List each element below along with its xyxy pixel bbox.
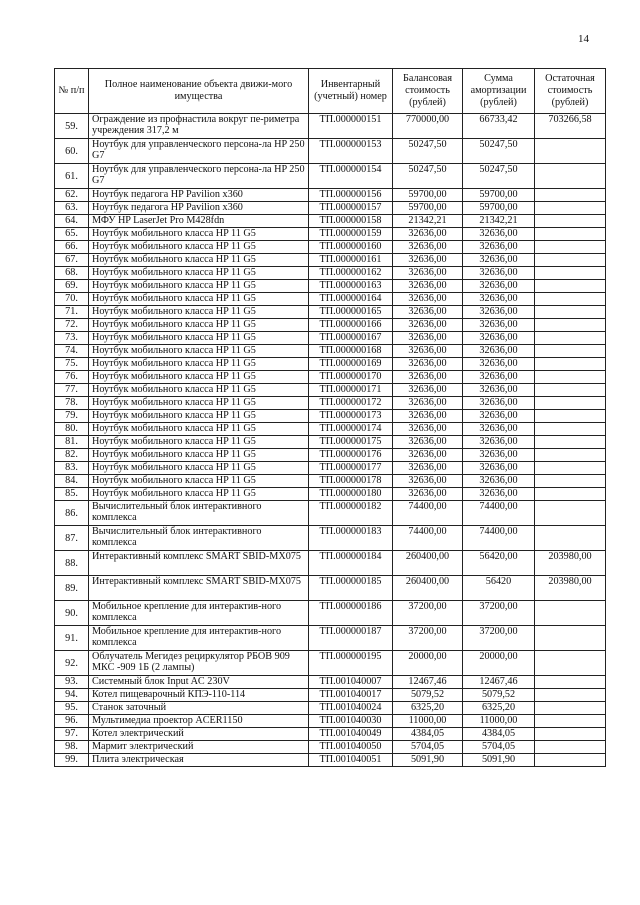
item-name: Мультимедиа проектор ACER1150 (89, 715, 309, 728)
table-row (55, 436, 606, 449)
inventory-number: ТП.000000159 (309, 228, 393, 241)
balance-value: 4384,05 (393, 728, 463, 741)
item-name: Вычислительный блок интерактивного комплекса (89, 501, 309, 526)
amortization-value: 32636,00 (463, 358, 535, 371)
balance-value: 6325,20 (393, 702, 463, 715)
item-name: Мармит электрический (89, 741, 309, 754)
inventory-number: ТП.000000170 (309, 371, 393, 384)
balance-value: 32636,00 (393, 371, 463, 384)
balance-value: 32636,00 (393, 358, 463, 371)
residual-value (535, 410, 606, 423)
item-name: Ноутбук мобильного класса HP 11 G5 (89, 410, 309, 423)
item-name: Ноутбук мобильного класса HP 11 G5 (89, 371, 309, 384)
table-row (55, 702, 606, 715)
row-number: 59. (55, 114, 89, 139)
table-row (55, 449, 606, 462)
balance-value: 32636,00 (393, 384, 463, 397)
amortization-value: 32636,00 (463, 488, 535, 501)
amortization-value: 5079,52 (463, 689, 535, 702)
residual-value (535, 189, 606, 202)
amortization-value: 59700,00 (463, 202, 535, 215)
balance-value: 32636,00 (393, 436, 463, 449)
amortization-value: 74400,00 (463, 501, 535, 526)
amortization-value: 37200,00 (463, 626, 535, 651)
property-table (54, 68, 606, 767)
item-name: Ноутбук мобильного класса HP 11 G5 (89, 306, 309, 319)
row-number: 65. (55, 228, 89, 241)
balance-value: 32636,00 (393, 306, 463, 319)
amortization-value: 32636,00 (463, 306, 535, 319)
row-number: 95. (55, 702, 89, 715)
item-name: Ноутбук мобильного класса HP 11 G5 (89, 254, 309, 267)
residual-value (535, 332, 606, 345)
item-name: Ноутбук педагога HP Pavilion x360 (89, 189, 309, 202)
balance-value: 260400,00 (393, 576, 463, 601)
item-name: Интерактивный комплекс SMART SBID-MX075 (89, 576, 309, 601)
amortization-value: 5091,90 (463, 754, 535, 767)
row-number: 72. (55, 319, 89, 332)
item-name: Ноутбук педагога HP Pavilion x360 (89, 202, 309, 215)
item-name: Ноутбук мобильного класса HP 11 G5 (89, 488, 309, 501)
item-name: Плита электрическая (89, 754, 309, 767)
item-name: МФУ HP LaserJet Pro M428fdn (89, 215, 309, 228)
item-name: Облучатель Мегидез рециркулятор РБОВ 909 МКС -909 1Б (2 лампы) (89, 651, 309, 676)
header-row (55, 69, 606, 114)
amortization-value: 32636,00 (463, 319, 535, 332)
inventory-number: ТП.000000158 (309, 215, 393, 228)
row-number: 96. (55, 715, 89, 728)
row-number: 61. (55, 164, 89, 189)
table-row (55, 475, 606, 488)
residual-value (535, 319, 606, 332)
item-name: Системный блок Input AC 230V (89, 676, 309, 689)
inventory-number: ТП.000000163 (309, 280, 393, 293)
balance-value: 37200,00 (393, 626, 463, 651)
amortization-value: 32636,00 (463, 436, 535, 449)
item-name: Котел электрический (89, 728, 309, 741)
item-name: Ноутбук мобильного класса HP 11 G5 (89, 475, 309, 488)
amortization-value: 6325,20 (463, 702, 535, 715)
table-row (55, 202, 606, 215)
row-number: 69. (55, 280, 89, 293)
residual-value (535, 449, 606, 462)
table-row (55, 462, 606, 475)
table-row (55, 215, 606, 228)
amortization-value: 32636,00 (463, 449, 535, 462)
balance-value: 32636,00 (393, 423, 463, 436)
inventory-number: ТП.000000165 (309, 306, 393, 319)
row-number: 75. (55, 358, 89, 371)
amortization-value: 21342,21 (463, 215, 535, 228)
balance-value: 32636,00 (393, 449, 463, 462)
balance-value: 32636,00 (393, 397, 463, 410)
residual-value (535, 501, 606, 526)
row-number: 79. (55, 410, 89, 423)
table-row (55, 576, 606, 601)
item-name: Ноутбук мобильного класса HP 11 G5 (89, 397, 309, 410)
col-header-name: Полное наименование объекта движи-мого имущества (89, 69, 309, 114)
col-header-inventory: Инвентарный (учетный) номер (309, 69, 393, 114)
item-name: Ноутбук мобильного класса HP 11 G5 (89, 423, 309, 436)
table-row (55, 501, 606, 526)
balance-value: 32636,00 (393, 241, 463, 254)
residual-value (535, 728, 606, 741)
inventory-number: ТП.000000187 (309, 626, 393, 651)
item-name: Станок заточный (89, 702, 309, 715)
table-row (55, 384, 606, 397)
item-name: Ноутбук для управленческого персона-ла HP 250 G7 (89, 164, 309, 189)
table-row (55, 728, 606, 741)
residual-value (535, 215, 606, 228)
inventory-number: ТП.000000176 (309, 449, 393, 462)
row-number: 94. (55, 689, 89, 702)
table-row (55, 358, 606, 371)
balance-value: 74400,00 (393, 501, 463, 526)
inventory-number: ТП.001040030 (309, 715, 393, 728)
amortization-value: 59700,00 (463, 189, 535, 202)
inventory-number: ТП.000000186 (309, 601, 393, 626)
row-number: 81. (55, 436, 89, 449)
residual-value (535, 267, 606, 280)
row-number: 80. (55, 423, 89, 436)
table-row (55, 254, 606, 267)
amortization-value: 32636,00 (463, 475, 535, 488)
table-row (55, 267, 606, 280)
inventory-number: ТП.000000183 (309, 526, 393, 551)
row-number: 97. (55, 728, 89, 741)
table-row (55, 293, 606, 306)
amortization-value: 32636,00 (463, 293, 535, 306)
balance-value: 50247,50 (393, 164, 463, 189)
row-number: 85. (55, 488, 89, 501)
residual-value (535, 488, 606, 501)
table-row (55, 114, 606, 139)
balance-value: 37200,00 (393, 601, 463, 626)
amortization-value: 50247,50 (463, 164, 535, 189)
table-row (55, 601, 606, 626)
table-row (55, 689, 606, 702)
table-row (55, 241, 606, 254)
item-name: Ноутбук мобильного класса HP 11 G5 (89, 241, 309, 254)
item-name: Ноутбук мобильного класса HP 11 G5 (89, 462, 309, 475)
amortization-value: 32636,00 (463, 241, 535, 254)
amortization-value: 56420 (463, 576, 535, 601)
col-header-num: № п/п (55, 69, 89, 114)
item-name: Ноутбук мобильного класса HP 11 G5 (89, 293, 309, 306)
table-row (55, 306, 606, 319)
inventory-number: ТП.001040017 (309, 689, 393, 702)
balance-value: 11000,00 (393, 715, 463, 728)
residual-value (535, 462, 606, 475)
item-name: Ноутбук мобильного класса HP 11 G5 (89, 449, 309, 462)
residual-value (535, 306, 606, 319)
residual-value: 703266,58 (535, 114, 606, 139)
amortization-value: 32636,00 (463, 332, 535, 345)
table-row (55, 551, 606, 576)
amortization-value: 32636,00 (463, 410, 535, 423)
amortization-value: 32636,00 (463, 423, 535, 436)
residual-value (535, 358, 606, 371)
inventory-number: ТП.000000153 (309, 139, 393, 164)
amortization-value: 32636,00 (463, 267, 535, 280)
inventory-number: ТП.000000172 (309, 397, 393, 410)
item-name: Котел пищеварочный КПЭ-110-114 (89, 689, 309, 702)
item-name: Ноутбук для управленческого персона-ла HP 250 G7 (89, 139, 309, 164)
residual-value (535, 626, 606, 651)
row-number: 99. (55, 754, 89, 767)
inventory-number: ТП.000000161 (309, 254, 393, 267)
balance-value: 5704,05 (393, 741, 463, 754)
amortization-value: 32636,00 (463, 280, 535, 293)
item-name: Ноутбук мобильного класса HP 11 G5 (89, 280, 309, 293)
row-number: 90. (55, 601, 89, 626)
inventory-number: ТП.000000154 (309, 164, 393, 189)
item-name: Ноутбук мобильного класса HP 11 G5 (89, 358, 309, 371)
item-name: Мобильное крепление для интерактив-ного комплекса (89, 601, 309, 626)
item-name: Ноутбук мобильного класса HP 11 G5 (89, 319, 309, 332)
table-row (55, 280, 606, 293)
table-row (55, 332, 606, 345)
inventory-number: ТП.000000168 (309, 345, 393, 358)
inventory-number: ТП.000000177 (309, 462, 393, 475)
residual-value (535, 371, 606, 384)
inventory-number: ТП.000000173 (309, 410, 393, 423)
amortization-value: 12467,46 (463, 676, 535, 689)
balance-value: 5079,52 (393, 689, 463, 702)
row-number: 68. (55, 267, 89, 280)
residual-value: 203980,00 (535, 576, 606, 601)
item-name: Интерактивный комплекс SMART SBID-MX075 (89, 551, 309, 576)
table-row (55, 715, 606, 728)
col-header-amortization: Сумма амортизации (рублей) (463, 69, 535, 114)
col-header-balance: Балансовая стоимость (рублей) (393, 69, 463, 114)
row-number: 71. (55, 306, 89, 319)
row-number: 66. (55, 241, 89, 254)
table-row (55, 754, 606, 767)
amortization-value: 66733,42 (463, 114, 535, 139)
inventory-number: ТП.000000180 (309, 488, 393, 501)
balance-value: 74400,00 (393, 526, 463, 551)
inventory-number: ТП.000000156 (309, 189, 393, 202)
inventory-number: ТП.000000185 (309, 576, 393, 601)
page-number: 14 (578, 33, 589, 45)
inventory-number: ТП.000000164 (309, 293, 393, 306)
balance-value: 32636,00 (393, 228, 463, 241)
row-number: 82. (55, 449, 89, 462)
balance-value: 32636,00 (393, 345, 463, 358)
row-number: 78. (55, 397, 89, 410)
row-number: 70. (55, 293, 89, 306)
residual-value (535, 436, 606, 449)
amortization-value: 32636,00 (463, 384, 535, 397)
residual-value (535, 676, 606, 689)
inventory-number: ТП.001040024 (309, 702, 393, 715)
amortization-value: 37200,00 (463, 601, 535, 626)
item-name: Ограждение из профнастила вокруг пе-риметра учреждения 317,2 м (89, 114, 309, 139)
table-row (55, 526, 606, 551)
row-number: 88. (55, 551, 89, 576)
inventory-number: ТП.001040007 (309, 676, 393, 689)
item-name: Вычислительный блок интерактивного комплекса (89, 526, 309, 551)
inventory-number: ТП.000000151 (309, 114, 393, 139)
amortization-value: 32636,00 (463, 254, 535, 267)
inventory-number: ТП.000000175 (309, 436, 393, 449)
residual-value (535, 651, 606, 676)
row-number: 86. (55, 501, 89, 526)
inventory-number: ТП.000000160 (309, 241, 393, 254)
balance-value: 50247,50 (393, 139, 463, 164)
balance-value: 59700,00 (393, 189, 463, 202)
amortization-value: 32636,00 (463, 228, 535, 241)
row-number: 84. (55, 475, 89, 488)
table-row (55, 319, 606, 332)
inventory-number: ТП.000000171 (309, 384, 393, 397)
balance-value: 32636,00 (393, 254, 463, 267)
balance-value: 12467,46 (393, 676, 463, 689)
residual-value (535, 254, 606, 267)
inventory-number: ТП.001040050 (309, 741, 393, 754)
balance-value: 32636,00 (393, 475, 463, 488)
table-row (55, 423, 606, 436)
amortization-value: 5704,05 (463, 741, 535, 754)
balance-value: 32636,00 (393, 488, 463, 501)
item-name: Мобильное крепление для интерактив-ного комплекса (89, 626, 309, 651)
row-number: 98. (55, 741, 89, 754)
amortization-value: 32636,00 (463, 462, 535, 475)
col-header-residual: Остаточная стоимость (рублей) (535, 69, 606, 114)
residual-value (535, 280, 606, 293)
inventory-number: ТП.000000157 (309, 202, 393, 215)
row-number: 83. (55, 462, 89, 475)
row-number: 92. (55, 651, 89, 676)
row-number: 89. (55, 576, 89, 601)
residual-value (535, 384, 606, 397)
row-number: 74. (55, 345, 89, 358)
table-row (55, 397, 606, 410)
table-row (55, 228, 606, 241)
row-number: 91. (55, 626, 89, 651)
residual-value (535, 754, 606, 767)
amortization-value: 20000,00 (463, 651, 535, 676)
residual-value (535, 202, 606, 215)
balance-value: 32636,00 (393, 267, 463, 280)
amortization-value: 32636,00 (463, 345, 535, 358)
item-name: Ноутбук мобильного класса HP 11 G5 (89, 228, 309, 241)
item-name: Ноутбук мобильного класса HP 11 G5 (89, 345, 309, 358)
residual-value (535, 526, 606, 551)
residual-value (535, 397, 606, 410)
balance-value: 59700,00 (393, 202, 463, 215)
balance-value: 5091,90 (393, 754, 463, 767)
residual-value (535, 741, 606, 754)
balance-value: 32636,00 (393, 410, 463, 423)
amortization-value: 32636,00 (463, 397, 535, 410)
item-name: Ноутбук мобильного класса HP 11 G5 (89, 384, 309, 397)
balance-value: 32636,00 (393, 319, 463, 332)
table-row (55, 345, 606, 358)
row-number: 73. (55, 332, 89, 345)
row-number: 62. (55, 189, 89, 202)
amortization-value: 56420,00 (463, 551, 535, 576)
amortization-value: 74400,00 (463, 526, 535, 551)
inventory-number: ТП.000000182 (309, 501, 393, 526)
balance-value: 260400,00 (393, 551, 463, 576)
inventory-number: ТП.000000184 (309, 551, 393, 576)
table-row (55, 139, 606, 164)
amortization-value: 32636,00 (463, 371, 535, 384)
balance-value: 32636,00 (393, 462, 463, 475)
residual-value (535, 345, 606, 358)
table-row (55, 410, 606, 423)
balance-value: 32636,00 (393, 332, 463, 345)
item-name: Ноутбук мобильного класса HP 11 G5 (89, 267, 309, 280)
amortization-value: 50247,50 (463, 139, 535, 164)
residual-value (535, 164, 606, 189)
inventory-number: ТП.000000166 (309, 319, 393, 332)
inventory-number: ТП.001040049 (309, 728, 393, 741)
inventory-number: ТП.000000167 (309, 332, 393, 345)
residual-value (535, 601, 606, 626)
balance-value: 770000,00 (393, 114, 463, 139)
balance-value: 32636,00 (393, 280, 463, 293)
inventory-number: ТП.000000195 (309, 651, 393, 676)
residual-value (535, 228, 606, 241)
balance-value: 32636,00 (393, 293, 463, 306)
inventory-number: ТП.000000162 (309, 267, 393, 280)
row-number: 76. (55, 371, 89, 384)
table-row (55, 164, 606, 189)
item-name: Ноутбук мобильного класса HP 11 G5 (89, 436, 309, 449)
inventory-number: ТП.000000174 (309, 423, 393, 436)
residual-value (535, 241, 606, 254)
row-number: 77. (55, 384, 89, 397)
inventory-number: ТП.000000169 (309, 358, 393, 371)
balance-value: 21342,21 (393, 215, 463, 228)
item-name: Ноутбук мобильного класса HP 11 G5 (89, 332, 309, 345)
residual-value (535, 715, 606, 728)
table-row (55, 626, 606, 651)
balance-value: 20000,00 (393, 651, 463, 676)
table-row (55, 189, 606, 202)
residual-value (535, 139, 606, 164)
row-number: 87. (55, 526, 89, 551)
table-row (55, 371, 606, 384)
row-number: 60. (55, 139, 89, 164)
residual-value (535, 423, 606, 436)
table-row (55, 676, 606, 689)
residual-value (535, 689, 606, 702)
table-row (55, 488, 606, 501)
table-row (55, 741, 606, 754)
table-row (55, 651, 606, 676)
amortization-value: 4384,05 (463, 728, 535, 741)
residual-value (535, 702, 606, 715)
row-number: 93. (55, 676, 89, 689)
residual-value: 203980,00 (535, 551, 606, 576)
row-number: 64. (55, 215, 89, 228)
row-number: 63. (55, 202, 89, 215)
amortization-value: 11000,00 (463, 715, 535, 728)
inventory-number: ТП.001040051 (309, 754, 393, 767)
inventory-number: ТП.000000178 (309, 475, 393, 488)
row-number: 67. (55, 254, 89, 267)
residual-value (535, 475, 606, 488)
residual-value (535, 293, 606, 306)
